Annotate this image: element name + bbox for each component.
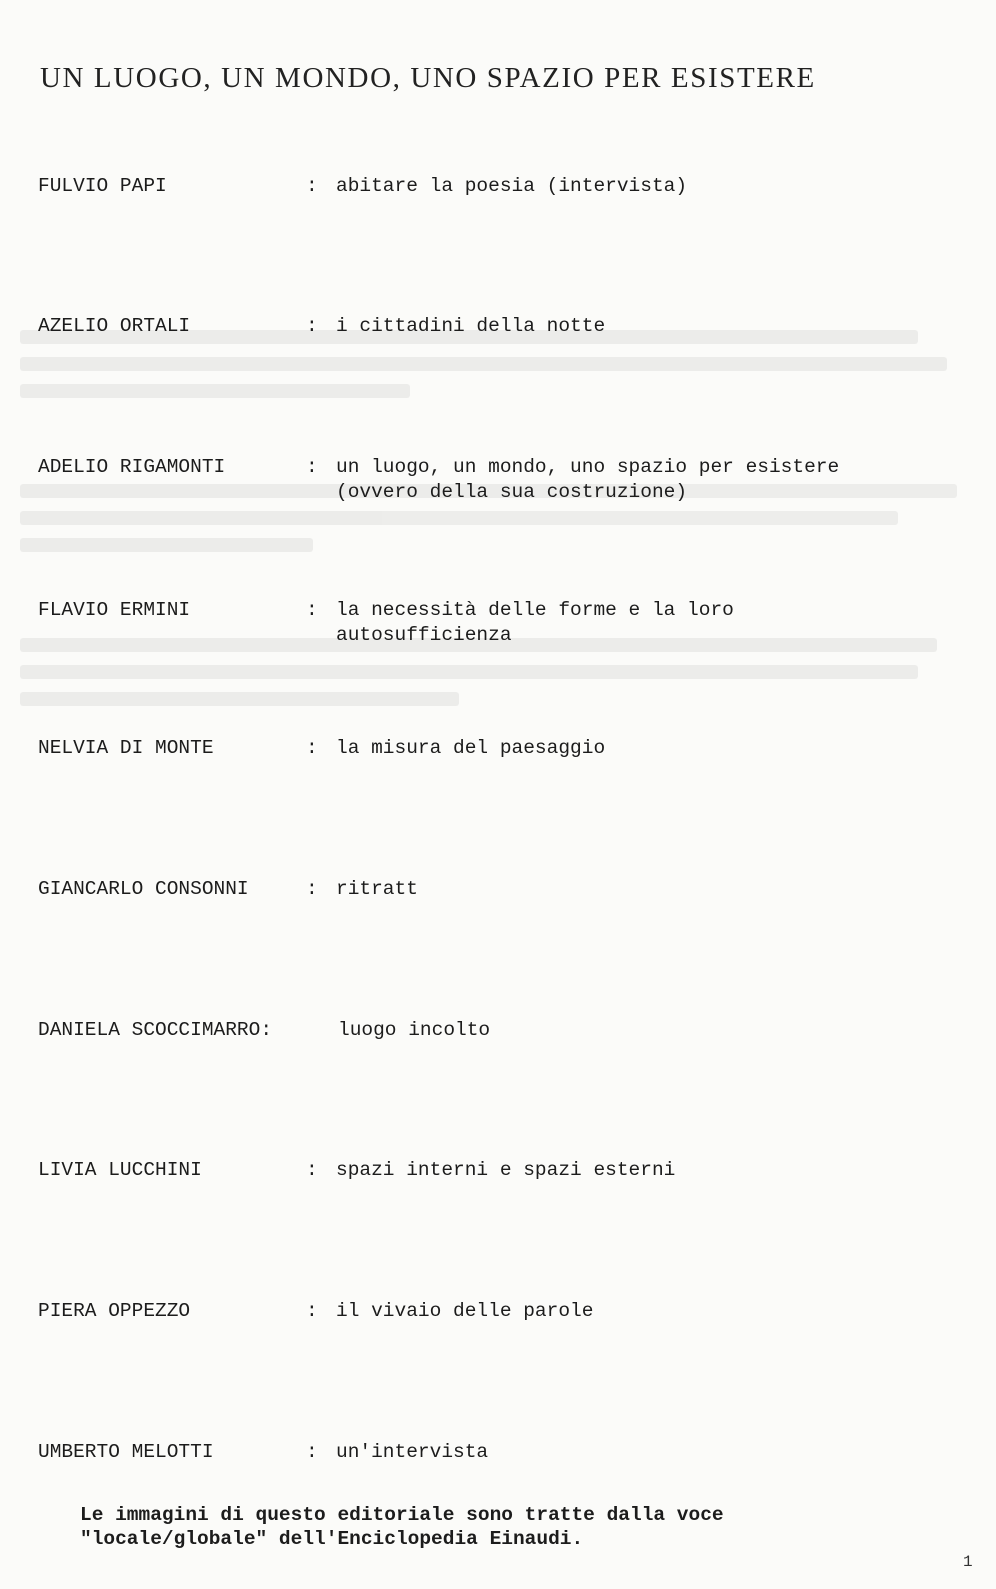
entry-author: GIANCARLO CONSONNI xyxy=(38,878,249,900)
entry-separator: : xyxy=(306,878,318,900)
entry-topic: un'intervista xyxy=(336,1441,489,1463)
page-number: 1 xyxy=(963,1553,973,1571)
entry-topic: un luogo, un mondo, uno spazio per esistere (ovvero della sua costruzione) xyxy=(336,456,840,503)
entry-separator: : xyxy=(306,315,318,337)
entry-author: DANIELA SCOCCIMARRO: xyxy=(38,1019,273,1041)
entry-topic: luogo incolto xyxy=(338,1019,491,1041)
entry-topic: abitare la poesia (intervista) xyxy=(336,175,688,197)
entry-separator: : xyxy=(306,1441,318,1463)
entry-author: LIVIA LUCCHINI xyxy=(38,1159,202,1181)
entry-author: ADELIO RIGAMONTI xyxy=(38,456,226,478)
entry-author: NELVIA DI MONTE xyxy=(38,737,214,759)
entry-topic: spazi interni e spazi esterni xyxy=(336,1159,676,1181)
entry-author: FLAVIO ERMINI xyxy=(38,599,191,621)
entry-author: UMBERTO MELOTTI xyxy=(38,1441,214,1463)
entry-topic: ritratt xyxy=(336,878,418,900)
entry-author: PIERA OPPEZZO xyxy=(38,1300,191,1322)
entry-author: AZELIO ORTALI xyxy=(38,315,191,337)
entry-topic: la misura del paesaggio xyxy=(336,737,606,759)
entry-separator: : xyxy=(306,456,318,478)
entry-separator: : xyxy=(306,1300,318,1322)
entry-topic: i cittadini della notte xyxy=(336,315,606,337)
entry-separator: : xyxy=(306,599,318,621)
entry-separator: : xyxy=(306,175,318,197)
image-credit-note: Le immagini di questo editoriale sono tratte dalla voce "locale/globale" dell'Enciclopedia Einaudi. xyxy=(80,1504,724,1550)
entry-separator: : xyxy=(306,737,318,759)
entry-topic: il vivaio delle parole xyxy=(336,1300,594,1322)
page-title: UN LUOGO, UN MONDO, UNO SPAZIO PER ESISTERE xyxy=(40,62,816,94)
entry-topic: la necessità delle forme e la loro autosufficienza xyxy=(336,599,734,646)
entry-author: FULVIO PAPI xyxy=(38,175,167,197)
entry-separator: : xyxy=(306,1159,318,1181)
